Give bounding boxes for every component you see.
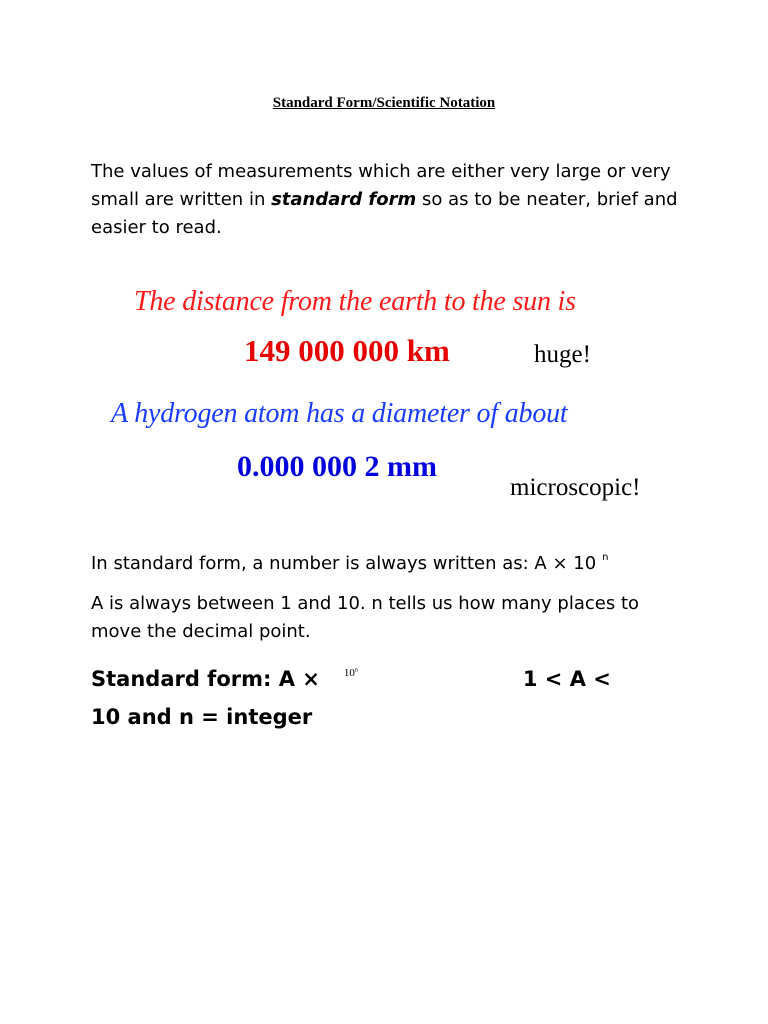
intro-paragraph — [91, 158, 691, 242]
standard-form-explanation: A is always between 1 and 10. n tells us how many places to move the decimal point. — [91, 593, 640, 642]
rule-power — [344, 667, 358, 679]
intro-text-start: The values of measurements which are either very large or very small are written in — [91, 161, 671, 210]
rule-condition-end: 10 and n = integer — [91, 705, 313, 729]
rule-condition-start: 1 < A < — [522, 667, 611, 691]
huge-comment: huge! — [534, 341, 591, 368]
definition-superscript: n — [602, 552, 609, 563]
atom-diameter-value: 0.000 000 2 mm — [237, 450, 437, 483]
document-title: Standard Form/Scientific Notation — [272, 95, 496, 111]
standard-form-definition — [91, 550, 691, 581]
rule-power-base: 10 — [343, 667, 355, 679]
rule-label: Standard form: A × — [91, 667, 320, 691]
rule-power-exponent: n — [354, 667, 358, 674]
definition-text: In standard form, a number is always written as: A × 10 — [91, 553, 597, 574]
intro-emphasis: standard form — [271, 189, 417, 210]
standard-form-rule — [91, 662, 691, 734]
atom-diameter-sentence: A hydrogen atom has a diameter of about — [111, 398, 568, 429]
sun-distance-sentence: The distance from the earth to the sun is — [134, 286, 576, 317]
sun-distance-value: 149 000 000 km — [244, 333, 450, 368]
intro-text-end: so as to be neater, brief and easier to read. — [91, 189, 678, 238]
microscopic-comment: microscopic! — [510, 474, 641, 501]
